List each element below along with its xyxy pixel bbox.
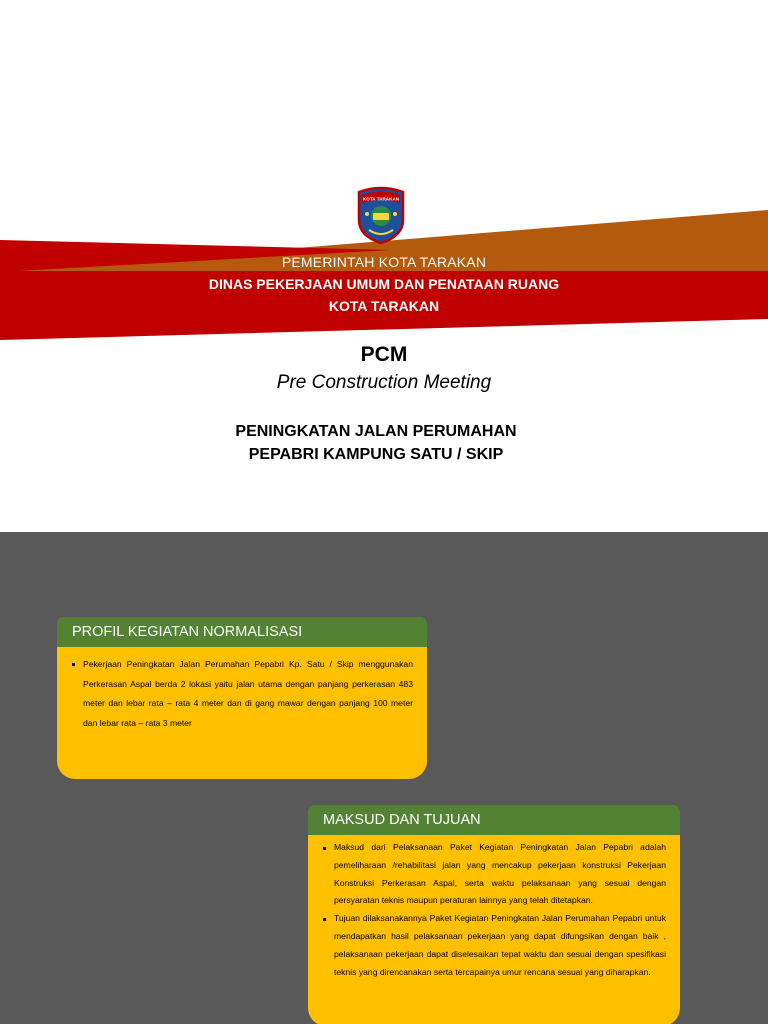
red-band-bottom: [0, 319, 768, 340]
department-name-line1: DINAS PEKERJAAN UMUM DAN PENATAAN RUANG: [208, 276, 560, 292]
profile-card-body: [57, 647, 427, 779]
purpose-card: [308, 805, 680, 1024]
profile-card: [57, 617, 427, 779]
bullet-item: Pekerjaan Peningkatan Jalan Perumahan Pepabri Kp. Satu / Skip menggunakan Perkerasan Aspal berda 2 lokasi yaitu jalan utama dengan panjang perkerasan 483 meter dan lebar rata – rata 4 meter dan di gang mawar dengan panjang 100 meter dan lebar rata – rata 3 meter: [83, 653, 413, 733]
bullet-item: Maksud dari Pelaksanaan Paket Kegiatan Peningkatan Jalan Pepabri adalah pemeliharaan /rehabilitasi jalan yang mencakup pekerjaan konstruksi Pekerjaan Konstruksi Perkerasan Aspal, serta waktu pelaksanaan yang sesuai dengan persyaratan teknis maupun peraturan lainnya yang telah ditetapkan.: [334, 839, 666, 910]
content-slide: [0, 532, 768, 1024]
government-name: PEMERINTAH KOTA TARAKAN: [281, 254, 487, 270]
purpose-card-body: [308, 835, 680, 1024]
city-emblem-icon: [355, 186, 407, 244]
slide-title: PCM: [360, 343, 408, 366]
department-name-line2: KOTA TARAKAN: [328, 298, 440, 314]
kota-tarakan-emblem: [355, 186, 407, 244]
purpose-card-heading: MAKSUD DAN TUJUAN: [308, 805, 680, 835]
bullet-item: Tujuan dilaksanakannya Paket Kegiatan Peningkatan Jalan Perumahan Pepabri untuk mendapatkan hasil pelaksanaan pekerjaan yang dapat difungsikan dengan baik , pelaksanaan pekerjaan dapat diselesaikan tepat waktu dan sesuai dengan spesifikasi teknis yang direncanakan serta tercapainya umur rencana sesuai yang diharapkan.: [334, 910, 666, 981]
purpose-bullet-list: [320, 839, 666, 981]
slide-subtitle: Pre Construction Meeting: [276, 372, 492, 393]
project-title-line2: PEPABRI KAMPUNG SATU / SKIP: [248, 446, 504, 463]
emblem-text: KOTA TARAKAN: [362, 196, 400, 202]
profile-bullet-list: [69, 653, 413, 733]
profile-card-heading: PROFIL KEGIATAN NORMALISASI: [57, 617, 427, 647]
project-title-line1: PENINGKATAN JALAN PERUMAHAN: [235, 423, 517, 440]
